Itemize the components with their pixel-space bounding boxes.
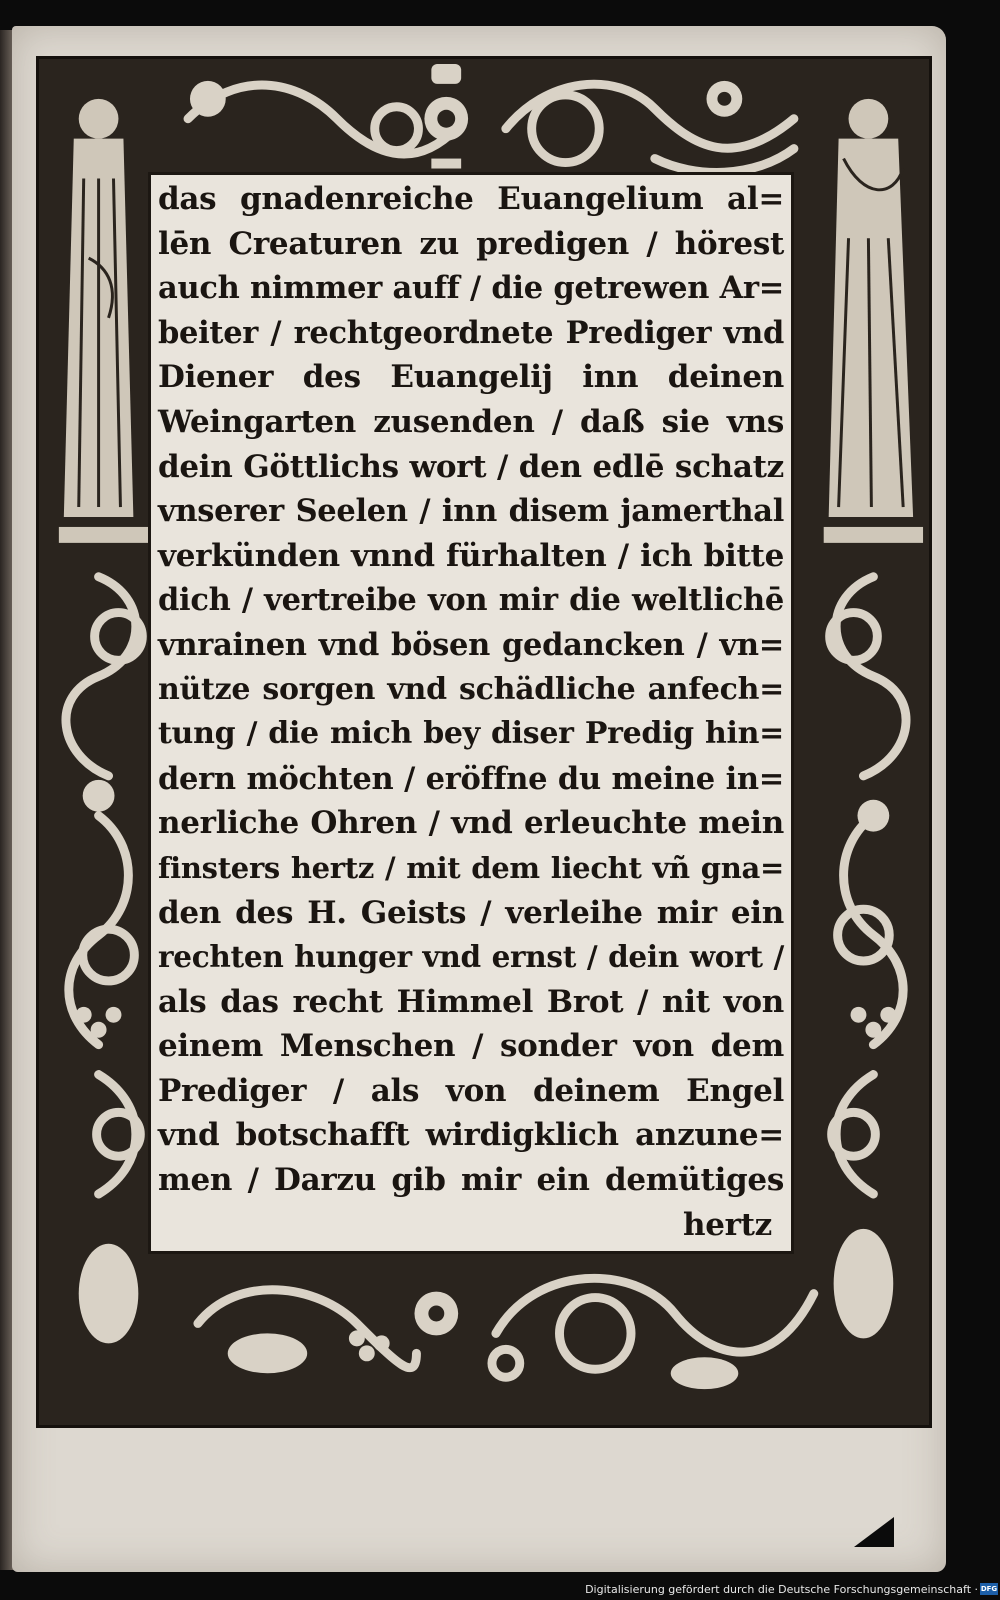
text-line: finsters hertz / mit dem liecht vñ gna=: [158, 850, 784, 885]
text-line: men / Darzu gib mir ein demütiges: [158, 1162, 784, 1199]
page-text: [150, 177, 790, 1247]
text-line: nütze sorgen vnd schädliche anfech=: [158, 671, 784, 707]
catchword: hertz: [682, 1206, 772, 1243]
text-line: als das recht Himmel Brot / nit von: [158, 983, 784, 1020]
text-line: dein Göttlichs wort / den edlē schatz: [158, 448, 784, 485]
torn-page-corner: [854, 1517, 894, 1547]
text-line: vnrainen vnd bösen gedancken / vn=: [158, 626, 784, 663]
text-line: auch nimmer auff / die getrewen Ar=: [158, 270, 784, 307]
text-line: den des H. Geists / verleihe mir ein: [158, 894, 784, 931]
text-line: dich / vertreibe von mir die weltlichē: [158, 582, 784, 619]
text-line: Weingarten zusenden / daß sie vns: [158, 403, 784, 440]
text-line: Prediger / als von deinem Engel: [158, 1072, 784, 1109]
text-line: rechten hunger vnd ernst / dein wort /: [158, 939, 784, 975]
text-line: Diener des Euangelij inn deinen: [158, 359, 784, 396]
text-line: lēn Creaturen zu predigen / hörest: [158, 225, 784, 262]
text-line: tung / die mich bey diser Predig hin=: [158, 716, 784, 752]
text-line: vnd botschafft wirdigklich anzune=: [158, 1117, 784, 1154]
footer-bar: [0, 1574, 1000, 1600]
dfg-logo: DFG: [980, 1585, 998, 1593]
text-line: beiter / rechtgeordnete Prediger vnd: [158, 314, 784, 351]
text-line: das gnadenreiche Euangelium al=: [158, 181, 784, 217]
text-line: nerliche Ohren / vnd erleuchte mein: [158, 805, 784, 842]
text-line: einem Menschen / sonder von dem: [158, 1028, 784, 1065]
text-line: verkünden vnnd fürhalten / ich bitte: [158, 537, 784, 574]
text-line: vnserer Seelen / inn disem jamerthal: [158, 493, 784, 530]
funding-notice: Digitalisierung gefördert durch die Deutsche Forschungsgemeinschaft ·: [585, 1583, 978, 1596]
text-line: dern möchten / eröffne du meine in=: [158, 760, 784, 797]
